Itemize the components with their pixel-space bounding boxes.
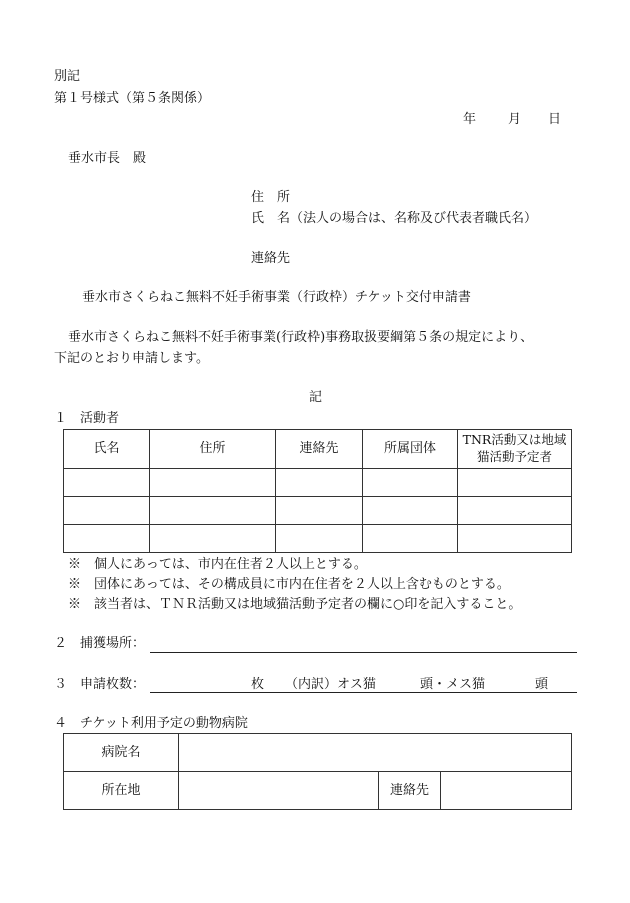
table-row (64, 469, 572, 497)
location-cell[interactable] (179, 772, 379, 810)
column-header-group: 所属団体 (363, 430, 458, 469)
note-2: ※ 団体にあっては、その構成員に市内在住者を２人以上含むものとする。 (68, 577, 510, 592)
section2-label: ２ 捕獲場所： (54, 636, 146, 651)
activists-header-row (64, 430, 572, 469)
column-header-tnr: TNR活動又は地域猫活動予定者 (458, 430, 572, 469)
date-day-label: 日 (548, 112, 562, 127)
ticket-unit: 枚 (251, 677, 265, 692)
appendix-label: 別記 (54, 69, 81, 84)
table-row (64, 772, 572, 810)
hospital-name-label: 病院名 (64, 734, 179, 772)
section3-label: ３ 申請枚数： (54, 677, 146, 692)
address-cell[interactable] (150, 469, 276, 497)
table-row (64, 497, 572, 525)
activists-table (63, 429, 572, 553)
column-header-contact: 連絡先 (276, 430, 363, 469)
contact-cell[interactable] (276, 497, 363, 525)
contact-cell[interactable] (276, 469, 363, 497)
date-year-label: 年 (463, 112, 477, 127)
table-row (64, 525, 572, 553)
hospital-name-cell[interactable] (179, 734, 572, 772)
group-cell[interactable] (363, 469, 458, 497)
location-label: 所在地 (64, 772, 179, 810)
head-unit: 頭 (535, 677, 549, 692)
name-cell[interactable] (64, 525, 150, 553)
tnr-cell[interactable] (458, 469, 572, 497)
note-1: ※ 個人にあっては、市内在住者２人以上とする。 (68, 557, 367, 572)
column-header-name: 氏名 (64, 430, 150, 469)
section1-label: １ 活動者 (54, 411, 120, 426)
applicant-contact-label: 連絡先 (251, 251, 291, 266)
address-cell[interactable] (150, 497, 276, 525)
hospital-contact-label: 連絡先 (379, 772, 441, 810)
hospital-table (63, 733, 572, 810)
capture-location-field[interactable] (150, 652, 577, 653)
form-number: 第１号様式（第５条関係） (54, 91, 211, 106)
breakdown-male-label: （内訳）オス猫 (285, 677, 376, 692)
contact-cell[interactable] (276, 525, 363, 553)
address-cell[interactable] (150, 525, 276, 553)
ki-heading: 記 (309, 390, 323, 405)
intro-line-2: 下記のとおり申請します。 (54, 351, 209, 366)
name-cell[interactable] (64, 469, 150, 497)
section4-label: ４ チケット利用予定の動物病院 (54, 716, 248, 731)
document-title: 垂水市さくらねこ無料不妊手術事業（行政枠）チケット交付申請書 (82, 290, 471, 305)
applicant-address-label: 住 所 (251, 190, 291, 205)
column-header-address: 住所 (150, 430, 276, 469)
group-cell[interactable] (363, 497, 458, 525)
tnr-cell[interactable] (458, 497, 572, 525)
date-month-label: 月 (508, 112, 522, 127)
intro-line-1: 垂水市さくらねこ無料不妊手術事業(行政枠)事務取扱要綱第５条の規定により、 (68, 330, 534, 345)
table-row (64, 734, 572, 772)
ticket-count-field[interactable] (150, 692, 577, 693)
tnr-cell[interactable] (458, 525, 572, 553)
note-3: ※ 該当者は、ＴＮＲ活動又は地域猫活動予定者の欄に○印を記入すること。 (68, 597, 522, 612)
applicant-name-label: 氏 名（法人の場合は、名称及び代表者職氏名） (251, 211, 538, 226)
addressee: 垂水市長 殿 (68, 151, 147, 166)
female-label: 頭・メス猫 (420, 677, 486, 692)
hospital-contact-cell[interactable] (441, 772, 572, 810)
group-cell[interactable] (363, 525, 458, 553)
name-cell[interactable] (64, 497, 150, 525)
